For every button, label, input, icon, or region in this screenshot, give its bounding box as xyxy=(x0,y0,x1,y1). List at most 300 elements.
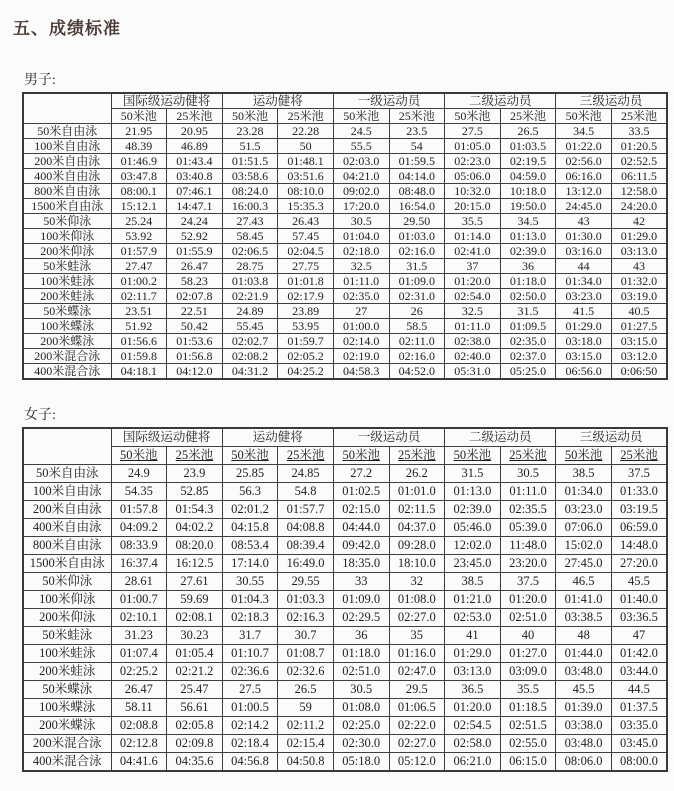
pool-header: 25米池 xyxy=(611,109,667,124)
pool-header: 25米池 xyxy=(500,447,556,465)
pool-header: 25米池 xyxy=(167,447,223,465)
time-cell: 02:04.5 xyxy=(278,244,334,259)
time-cell: 01:04.3 xyxy=(222,591,278,609)
event-label: 50米蝶泳 xyxy=(23,681,111,699)
time-cell: 30.5 xyxy=(333,214,389,229)
time-cell: 01:46.9 xyxy=(111,154,167,169)
time-cell: 04:15.8 xyxy=(222,519,278,537)
time-cell: 32 xyxy=(389,573,445,591)
time-cell: 10:32.0 xyxy=(445,184,501,199)
time-cell: 59.69 xyxy=(167,591,223,609)
time-cell: 02:51.0 xyxy=(333,663,389,681)
time-cell: 02:19.5 xyxy=(500,154,556,169)
time-cell: 01:03.8 xyxy=(222,274,278,289)
time-cell: 54.8 xyxy=(278,483,334,501)
event-row xyxy=(23,334,667,349)
time-cell: 02:29.5 xyxy=(333,609,389,627)
time-cell: 12:02.0 xyxy=(445,537,501,555)
time-cell: 02:54.5 xyxy=(445,717,501,735)
time-cell: 04:41.6 xyxy=(111,753,167,772)
time-cell: 06:11.5 xyxy=(611,169,667,184)
time-cell: 01:08.0 xyxy=(389,591,445,609)
time-cell: 01:27.0 xyxy=(500,645,556,663)
time-cell: 01:27.5 xyxy=(611,319,667,334)
event-row xyxy=(23,627,667,645)
event-row xyxy=(23,573,667,591)
level-header: 一级运动员 xyxy=(333,93,444,109)
time-cell: 36 xyxy=(333,627,389,645)
time-cell: 02:40.0 xyxy=(445,349,501,364)
time-cell: 03:45.0 xyxy=(611,735,667,753)
time-cell: 08:39.4 xyxy=(278,537,334,555)
time-cell: 20:15.0 xyxy=(445,199,501,214)
event-label: 200米蛙泳 xyxy=(23,663,111,681)
time-cell: 08:48.0 xyxy=(389,184,445,199)
time-cell: 31.5 xyxy=(445,465,501,483)
time-cell: 58.23 xyxy=(167,274,223,289)
time-cell: 17:14.0 xyxy=(222,555,278,573)
time-cell: 44.5 xyxy=(611,681,667,699)
time-cell: 04:31.2 xyxy=(222,364,278,380)
time-cell: 02:15.0 xyxy=(333,501,389,519)
pool-header: 50米池 xyxy=(111,447,167,465)
time-cell: 03:19.5 xyxy=(611,501,667,519)
time-cell: 03:12.0 xyxy=(611,349,667,364)
time-cell: 15:12.1 xyxy=(111,199,167,214)
event-label: 50米自由泳 xyxy=(23,124,111,139)
time-cell: 03:23.0 xyxy=(556,289,612,304)
event-label: 1500米自由泳 xyxy=(23,199,111,214)
time-cell: 05:06.0 xyxy=(445,169,501,184)
event-row xyxy=(23,681,667,699)
event-row xyxy=(23,184,667,199)
time-cell: 55.45 xyxy=(222,319,278,334)
time-cell: 02:10.1 xyxy=(111,609,167,627)
time-cell: 27.5 xyxy=(222,681,278,699)
time-cell: 31.7 xyxy=(222,627,278,645)
level-header: 二级运动员 xyxy=(445,428,556,447)
time-cell: 45.5 xyxy=(611,573,667,591)
time-cell: 08:06.0 xyxy=(556,753,612,772)
event-row xyxy=(23,501,667,519)
event-row xyxy=(23,259,667,274)
time-cell: 01:02.5 xyxy=(333,483,389,501)
time-cell: 02:50.0 xyxy=(500,289,556,304)
men-standards-table xyxy=(22,92,668,380)
time-cell: 01:42.0 xyxy=(611,645,667,663)
event-label: 200米仰泳 xyxy=(23,609,111,627)
level-header-row xyxy=(23,428,667,447)
time-cell: 01:11.0 xyxy=(445,319,501,334)
time-cell: 02:25.2 xyxy=(111,663,167,681)
time-cell: 01:34.0 xyxy=(556,483,612,501)
time-cell: 24.89 xyxy=(222,304,278,319)
time-cell: 02:11.2 xyxy=(278,717,334,735)
time-cell: 01:20.0 xyxy=(445,699,501,717)
level-header: 国际级运动健将 xyxy=(111,428,222,447)
event-row xyxy=(23,214,667,229)
time-cell: 02:11.7 xyxy=(111,289,167,304)
time-cell: 25.24 xyxy=(111,214,167,229)
pool-header: 50米池 xyxy=(445,447,501,465)
time-cell: 29.50 xyxy=(389,214,445,229)
time-cell: 01:03.5 xyxy=(500,139,556,154)
pool-header: 25米池 xyxy=(278,447,334,465)
time-cell: 01:48.1 xyxy=(278,154,334,169)
time-cell: 32.5 xyxy=(445,304,501,319)
time-cell: 01:08.7 xyxy=(278,645,334,663)
time-cell: 40 xyxy=(500,627,556,645)
time-cell: 27.2 xyxy=(333,465,389,483)
time-cell: 26.47 xyxy=(167,259,223,274)
time-cell: 52.92 xyxy=(167,229,223,244)
event-label: 200米蛙泳 xyxy=(23,289,111,304)
time-cell: 02:06.5 xyxy=(222,244,278,259)
time-cell: 01:57.8 xyxy=(111,501,167,519)
time-cell: 23:20.0 xyxy=(500,555,556,573)
time-cell: 04:09.2 xyxy=(111,519,167,537)
time-cell: 48.39 xyxy=(111,139,167,154)
pool-header: 50米池 xyxy=(556,447,612,465)
event-row xyxy=(23,304,667,319)
event-row xyxy=(23,169,667,184)
time-cell: 26 xyxy=(389,304,445,319)
time-cell: 21.95 xyxy=(111,124,167,139)
time-cell: 15:02.0 xyxy=(556,537,612,555)
time-cell: 30.5 xyxy=(333,681,389,699)
time-cell: 02:12.8 xyxy=(111,735,167,753)
time-cell: 03:48.0 xyxy=(556,735,612,753)
time-cell: 19:50.0 xyxy=(500,199,556,214)
event-label: 50米仰泳 xyxy=(23,573,111,591)
time-cell: 05:31.0 xyxy=(445,364,501,380)
event-label: 200米蝶泳 xyxy=(23,334,111,349)
event-row xyxy=(23,349,667,364)
time-cell: 10:18.0 xyxy=(500,184,556,199)
time-cell: 01:00.2 xyxy=(111,274,167,289)
level-header: 运动健将 xyxy=(222,93,333,109)
time-cell: 02:08.8 xyxy=(111,717,167,735)
event-label: 100米蝶泳 xyxy=(23,319,111,334)
event-row xyxy=(23,717,667,735)
time-cell: 03:38.5 xyxy=(556,609,612,627)
time-cell: 35.5 xyxy=(445,214,501,229)
time-cell: 04:12.0 xyxy=(167,364,223,380)
event-label: 400米自由泳 xyxy=(23,169,111,184)
time-cell: 27.61 xyxy=(167,573,223,591)
time-cell: 03:47.8 xyxy=(111,169,167,184)
time-cell: 02:15.4 xyxy=(278,735,334,753)
time-cell: 42 xyxy=(611,214,667,229)
event-row xyxy=(23,465,667,483)
time-cell: 24.24 xyxy=(167,214,223,229)
time-cell: 41.5 xyxy=(556,304,612,319)
time-cell: 02:18.3 xyxy=(222,609,278,627)
pool-header: 25米池 xyxy=(278,109,334,124)
time-cell: 02:32.6 xyxy=(278,663,334,681)
event-label: 100米仰泳 xyxy=(23,229,111,244)
time-cell: 50 xyxy=(278,139,334,154)
level-header: 三级运动员 xyxy=(556,93,667,109)
time-cell: 09:28.0 xyxy=(389,537,445,555)
time-cell: 01:29.0 xyxy=(611,229,667,244)
event-row xyxy=(23,519,667,537)
time-cell: 02:08.1 xyxy=(167,609,223,627)
level-header: 运动健将 xyxy=(222,428,333,447)
time-cell: 24:20.0 xyxy=(611,199,667,214)
pool-header: 25米池 xyxy=(167,109,223,124)
time-cell: 03:40.8 xyxy=(167,169,223,184)
time-cell: 02:07.8 xyxy=(167,289,223,304)
time-cell: 51.92 xyxy=(111,319,167,334)
time-cell: 02:16.0 xyxy=(389,349,445,364)
time-cell: 02:58.0 xyxy=(445,735,501,753)
time-cell: 30.55 xyxy=(222,573,278,591)
time-cell: 05:12.0 xyxy=(389,753,445,772)
time-cell: 01:40.0 xyxy=(611,591,667,609)
pool-header: 25米池 xyxy=(500,109,556,124)
event-row xyxy=(23,229,667,244)
time-cell: 01:59.8 xyxy=(111,349,167,364)
event-row xyxy=(23,609,667,627)
time-cell: 01:20.0 xyxy=(445,274,501,289)
event-row xyxy=(23,199,667,214)
time-cell: 01:21.0 xyxy=(445,591,501,609)
time-cell: 01:30.0 xyxy=(556,229,612,244)
time-cell: 01:14.0 xyxy=(445,229,501,244)
time-cell: 01:56.8 xyxy=(167,349,223,364)
women-section xyxy=(0,404,674,772)
time-cell: 01:51.5 xyxy=(222,154,278,169)
time-cell: 02:52.5 xyxy=(611,154,667,169)
time-cell: 01:10.7 xyxy=(222,645,278,663)
time-cell: 02:35.0 xyxy=(333,289,389,304)
time-cell: 09:02.0 xyxy=(333,184,389,199)
time-cell: 02:16.3 xyxy=(278,609,334,627)
corner-cell xyxy=(23,93,111,124)
time-cell: 04:14.0 xyxy=(389,169,445,184)
time-cell: 08:33.9 xyxy=(111,537,167,555)
event-row xyxy=(23,274,667,289)
time-cell: 16:12.5 xyxy=(167,555,223,573)
time-cell: 03:09.0 xyxy=(500,663,556,681)
time-cell: 23.9 xyxy=(167,465,223,483)
time-cell: 27.75 xyxy=(278,259,334,274)
time-cell: 02:56.0 xyxy=(556,154,612,169)
event-row xyxy=(23,537,667,555)
time-cell: 35.5 xyxy=(500,681,556,699)
time-cell: 20.95 xyxy=(167,124,223,139)
time-cell: 01:54.3 xyxy=(167,501,223,519)
time-cell: 03:44.0 xyxy=(611,663,667,681)
event-row xyxy=(23,645,667,663)
time-cell: 01:29.0 xyxy=(445,645,501,663)
event-row xyxy=(23,319,667,334)
time-cell: 53.92 xyxy=(111,229,167,244)
time-cell: 02:35.0 xyxy=(500,334,556,349)
time-cell: 01:00.7 xyxy=(111,591,167,609)
time-cell: 02:53.0 xyxy=(445,609,501,627)
men-section-label: 男子: xyxy=(24,73,56,88)
event-row xyxy=(23,124,667,139)
time-cell: 43 xyxy=(611,259,667,274)
time-cell: 13:12.0 xyxy=(556,184,612,199)
time-cell: 08:00.0 xyxy=(611,753,667,772)
time-cell: 02:39.0 xyxy=(500,244,556,259)
event-label: 200米混合泳 xyxy=(23,349,111,364)
time-cell: 0:06:50 xyxy=(611,364,667,380)
time-cell: 23.28 xyxy=(222,124,278,139)
time-cell: 01:13.0 xyxy=(445,483,501,501)
time-cell: 01:16.0 xyxy=(389,645,445,663)
time-cell: 02:16.0 xyxy=(389,244,445,259)
time-cell: 02:31.0 xyxy=(389,289,445,304)
time-cell: 57.45 xyxy=(278,229,334,244)
time-cell: 54.35 xyxy=(111,483,167,501)
time-cell: 02:41.0 xyxy=(445,244,501,259)
time-cell: 52.85 xyxy=(167,483,223,501)
time-cell: 01:00.0 xyxy=(333,319,389,334)
time-cell: 01:57.9 xyxy=(111,244,167,259)
time-cell: 01:06.5 xyxy=(389,699,445,717)
time-cell: 28.61 xyxy=(111,573,167,591)
time-cell: 03:16.0 xyxy=(556,244,612,259)
time-cell: 03:58.6 xyxy=(222,169,278,184)
time-cell: 50.42 xyxy=(167,319,223,334)
time-cell: 02:36.6 xyxy=(222,663,278,681)
time-cell: 01:53.6 xyxy=(167,334,223,349)
time-cell: 01:55.9 xyxy=(167,244,223,259)
time-cell: 01:09.5 xyxy=(500,319,556,334)
men-section xyxy=(0,69,674,380)
event-label: 400米自由泳 xyxy=(23,519,111,537)
time-cell: 04:58.3 xyxy=(333,364,389,380)
time-cell: 30.7 xyxy=(278,627,334,645)
time-cell: 24:45.0 xyxy=(556,199,612,214)
time-cell: 01:13.0 xyxy=(500,229,556,244)
time-cell: 02:55.0 xyxy=(500,735,556,753)
time-cell: 14:48.0 xyxy=(611,537,667,555)
pool-header: 25米池 xyxy=(389,109,445,124)
time-cell: 01:59.5 xyxy=(389,154,445,169)
time-cell: 37.5 xyxy=(500,573,556,591)
time-cell: 23.5 xyxy=(389,124,445,139)
time-cell: 01:18.0 xyxy=(500,274,556,289)
time-cell: 16:49.0 xyxy=(278,555,334,573)
time-cell: 02:17.9 xyxy=(278,289,334,304)
time-cell: 01:41.0 xyxy=(556,591,612,609)
time-cell: 02:11.0 xyxy=(389,334,445,349)
time-cell: 59 xyxy=(278,699,334,717)
time-cell: 01:01.0 xyxy=(389,483,445,501)
pool-header: 50米池 xyxy=(222,447,278,465)
time-cell: 03:19.0 xyxy=(611,289,667,304)
time-cell: 27.43 xyxy=(222,214,278,229)
time-cell: 08:24.0 xyxy=(222,184,278,199)
event-label: 200米自由泳 xyxy=(23,501,111,519)
time-cell: 01:05.4 xyxy=(167,645,223,663)
event-label: 50米蛙泳 xyxy=(23,627,111,645)
time-cell: 16:54.0 xyxy=(389,199,445,214)
time-cell: 08:53.4 xyxy=(222,537,278,555)
time-cell: 02:27.0 xyxy=(389,609,445,627)
time-cell: 02:18.4 xyxy=(222,735,278,753)
time-cell: 02:30.0 xyxy=(333,735,389,753)
time-cell: 01:11.0 xyxy=(500,483,556,501)
level-header-row xyxy=(23,93,667,109)
time-cell: 04:37.0 xyxy=(389,519,445,537)
time-cell: 02:54.0 xyxy=(445,289,501,304)
time-cell: 24.9 xyxy=(111,465,167,483)
time-cell: 58.45 xyxy=(222,229,278,244)
time-cell: 18:35.0 xyxy=(333,555,389,573)
time-cell: 58.11 xyxy=(111,699,167,717)
time-cell: 46.5 xyxy=(556,573,612,591)
time-cell: 02:39.0 xyxy=(445,501,501,519)
time-cell: 25.85 xyxy=(222,465,278,483)
time-cell: 06:59.0 xyxy=(611,519,667,537)
time-cell: 02:18.0 xyxy=(333,244,389,259)
event-label: 50米仰泳 xyxy=(23,214,111,229)
time-cell: 02:08.2 xyxy=(222,349,278,364)
pool-header-row xyxy=(23,109,667,124)
time-cell: 31.5 xyxy=(389,259,445,274)
event-label: 200米自由泳 xyxy=(23,154,111,169)
time-cell: 07:46.1 xyxy=(167,184,223,199)
time-cell: 01:44.0 xyxy=(556,645,612,663)
time-cell: 15:35.3 xyxy=(278,199,334,214)
event-label: 100米仰泳 xyxy=(23,591,111,609)
time-cell: 43 xyxy=(556,214,612,229)
time-cell: 04:18.1 xyxy=(111,364,167,380)
time-cell: 55.5 xyxy=(333,139,389,154)
time-cell: 12:58.0 xyxy=(611,184,667,199)
time-cell: 02:21.9 xyxy=(222,289,278,304)
time-cell: 31.23 xyxy=(111,627,167,645)
time-cell: 03:36.5 xyxy=(611,609,667,627)
time-cell: 02:23.0 xyxy=(445,154,501,169)
time-cell: 26.47 xyxy=(111,681,167,699)
time-cell: 01:33.0 xyxy=(611,483,667,501)
time-cell: 01:59.7 xyxy=(278,334,334,349)
event-label: 100米蛙泳 xyxy=(23,274,111,289)
time-cell: 01:56.6 xyxy=(111,334,167,349)
time-cell: 02:35.5 xyxy=(500,501,556,519)
time-cell: 01:34.0 xyxy=(556,274,612,289)
time-cell: 48 xyxy=(556,627,612,645)
time-cell: 27.47 xyxy=(111,259,167,274)
time-cell: 05:39.0 xyxy=(500,519,556,537)
event-label: 100米自由泳 xyxy=(23,139,111,154)
time-cell: 09:42.0 xyxy=(333,537,389,555)
time-cell: 32.5 xyxy=(333,259,389,274)
event-label: 50米自由泳 xyxy=(23,465,111,483)
time-cell: 23:45.0 xyxy=(445,555,501,573)
time-cell: 04:21.0 xyxy=(333,169,389,184)
time-cell: 06:56.0 xyxy=(556,364,612,380)
event-label: 200米混合泳 xyxy=(23,735,111,753)
time-cell: 33 xyxy=(333,573,389,591)
level-header: 三级运动员 xyxy=(556,428,667,447)
document-page xyxy=(0,14,674,791)
time-cell: 23.51 xyxy=(111,304,167,319)
time-cell: 03:18.0 xyxy=(556,334,612,349)
time-cell: 34.5 xyxy=(556,124,612,139)
time-cell: 02:21.2 xyxy=(167,663,223,681)
time-cell: 03:13.0 xyxy=(611,244,667,259)
time-cell: 04:35.6 xyxy=(167,753,223,772)
time-cell: 02:37.0 xyxy=(500,349,556,364)
